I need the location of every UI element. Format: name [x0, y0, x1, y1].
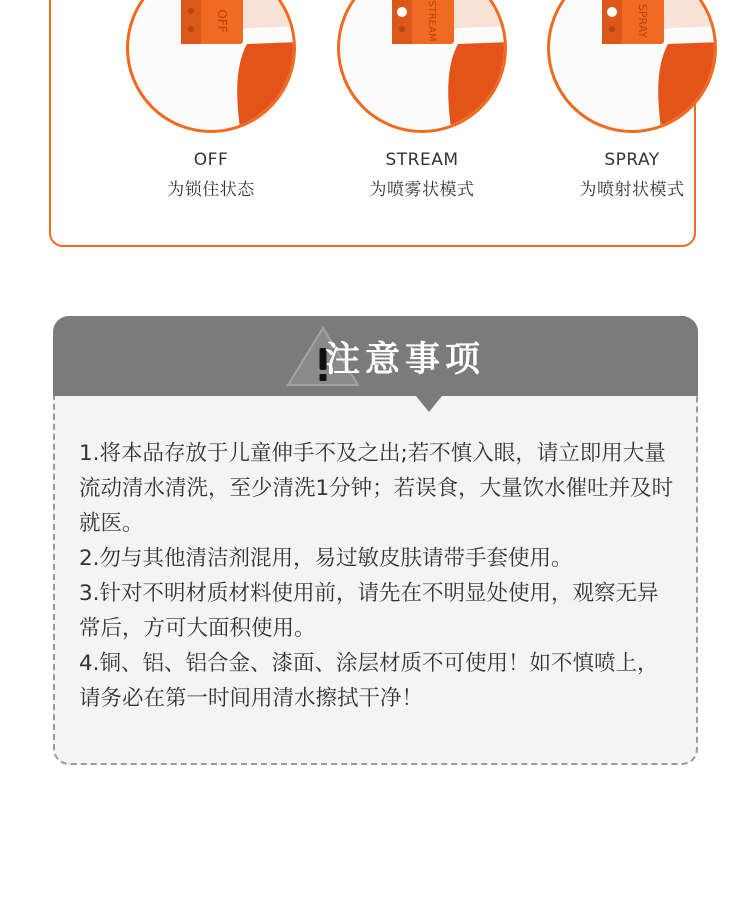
nozzle-stream-illustration: [337, 0, 507, 133]
notice-item-1: 1.将本品存放于儿童伸手不及之出;若不慎入眼，请立即用大量流动清水清洗，至少清洗1分钟；若误食，大量饮水催吐并及时就医。: [79, 441, 674, 536]
nozzle-modes-card: [49, 0, 696, 247]
mode-stream: [337, 0, 517, 222]
header-notch: [416, 396, 442, 412]
notice-list: [79, 436, 679, 716]
mode-stream-label: STREAM: [385, 150, 459, 170]
notice-title: 注意事项: [325, 340, 486, 380]
notice-item-3: 3.针对不明材质材料使用前，请先在不明显处使用，观察无异常后，方可大面积使用。: [79, 581, 659, 641]
mode-off-label: OFF: [193, 150, 229, 170]
nozzle-off-text: OFF: [215, 9, 229, 33]
notice-item-4: 4.铜、铝、铝合金、漆面、涂层材质不可使用！如不慎喷上，请务必在第一时间用清水擦拭干净！: [79, 651, 659, 711]
mode-off: [126, 0, 306, 222]
nozzle-spray-text: SPRAY: [636, 3, 649, 39]
nozzle-off-illustration: [126, 0, 296, 133]
notice-item-2: 2.勿与其他清洁剂混用，易过敏皮肤请带手套使用。: [79, 546, 573, 571]
mode-spray-desc: 为喷射状模式: [579, 180, 685, 200]
notice-header: [53, 316, 698, 396]
mode-off-desc: 为锁住状态: [167, 180, 255, 200]
nozzle-spray-illustration: [547, 0, 717, 133]
mode-spray: [547, 0, 727, 222]
mode-stream-desc: 为喷雾状模式: [369, 180, 475, 200]
mode-spray-label: SPRAY: [604, 150, 660, 170]
nozzle-stream-text: STREAM: [426, 0, 437, 42]
notice-box: [53, 316, 698, 765]
